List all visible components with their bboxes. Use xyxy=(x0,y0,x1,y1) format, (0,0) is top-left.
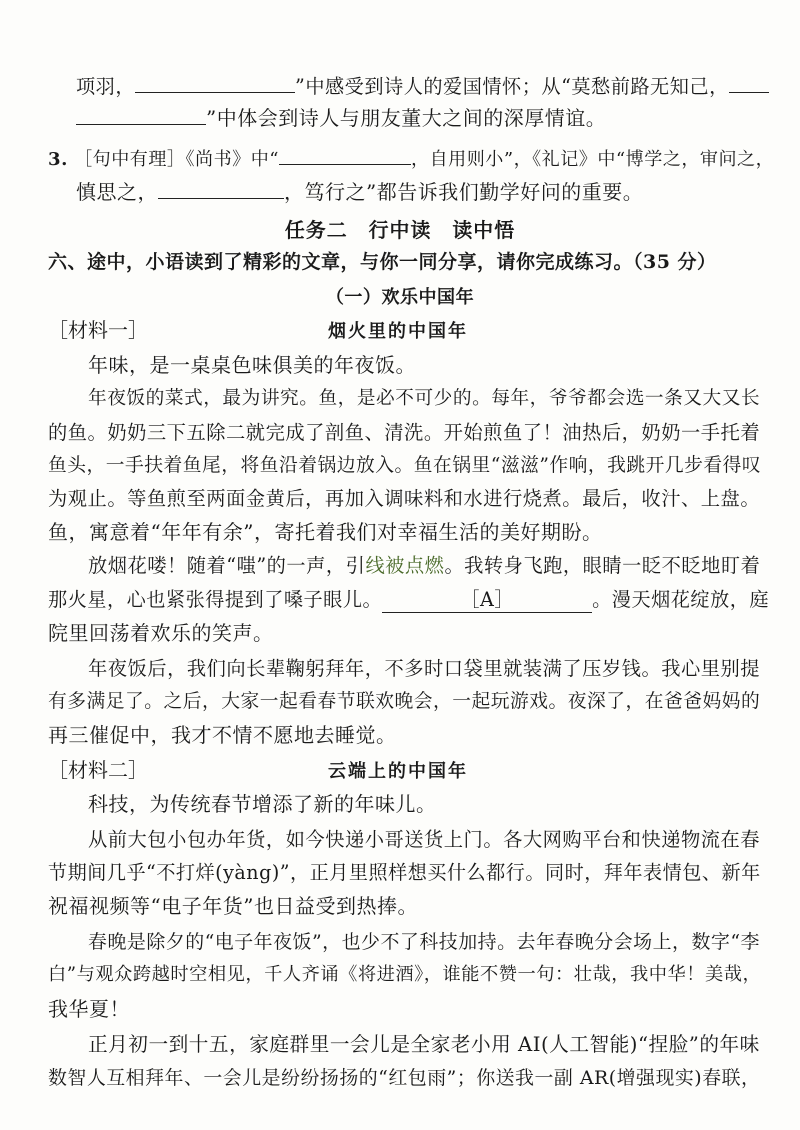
material-2-paragraph: 我华夏！ xyxy=(48,997,130,1021)
material-1-paragraph: 院里回荡着欢乐的笑声。 xyxy=(48,621,274,645)
poem-line-1: 项羽， ”中感受到诗人的爱国情怀；从“莫愁前路无知己， xyxy=(76,72,769,101)
material-2-paragraph: 春晚是除夕的“电子年夜饭”，也少不了科技加持。去年春晚分会场上，数字“李 xyxy=(88,931,760,953)
part-title: （一）欢乐中国年 xyxy=(325,287,475,308)
material-2-paragraph: 白”与观众跨越时空相见，千人齐诵《将进酒》，谁能不赞一句：壮哉，我中华！美哉， xyxy=(48,964,762,985)
material-2-tag: ［材料二］ xyxy=(48,758,148,782)
poem-line-2: ”中体会到诗人与朋友董大之间的深厚情谊。 xyxy=(76,104,606,132)
material-1-tag: ［材料一］ xyxy=(48,318,148,342)
material-1-paragraph: 年夜饭后，我们向长辈鞠躬拜年，不多时口袋里就装满了压岁钱。我心里别提 xyxy=(88,657,761,680)
material-2-paragraph: 从前大包小包办年货，如今快递小哥送货上门。各大网购平台和快递物流在春 xyxy=(88,828,761,851)
material-1-paragraph: 再三催促中，我才不情不愿地去睡觉。 xyxy=(48,723,397,747)
material-2-paragraph: 数智人互相拜年、一会儿是纷纷扬扬的“红包雨”；你送我一副 AR(增强现实)春联， xyxy=(48,1067,761,1089)
question-3-line-1: 3. ［句中有理］《尚书》中“ ，自用则小”，《礼记》中“博学之，审问之， xyxy=(48,144,774,174)
blank-input[interactable] xyxy=(279,144,411,165)
material-2-title: 云端上的中国年 xyxy=(328,761,468,782)
material-1-title: 烟火里的中国年 xyxy=(328,321,468,342)
material-1-paragraph: 鱼头，一手扶着鱼尾，将鱼沿着锅边放入。鱼在锅里“滋滋”作响，我跳开几步看得叹 xyxy=(48,455,762,476)
section-six-heading: 六、途中，小语读到了精彩的文章，与你一同分享，请你完成练习。（35 分） xyxy=(48,251,717,273)
material-1-paragraph: 的鱼。奶奶三下五除二就完成了剖鱼、清洗。开始煎鱼了！油热后，奶奶一手托着 xyxy=(48,421,761,444)
blank-input[interactable] xyxy=(729,72,769,93)
material-1-paragraph: 年夜饭的菜式，最为讲究。鱼，是必不可少的。每年，爷爷都会选一条又大又长 xyxy=(88,388,761,409)
material-1-paragraph: 年味，是一桌桌色味俱美的年夜饭。 xyxy=(88,353,416,377)
blank-input[interactable] xyxy=(158,178,284,199)
material-2-paragraph: 节期间几乎“不打烊(yàng)”，正月里照样想买什么都行。同时，拜年表情包、新年 xyxy=(48,861,761,884)
material-1-paragraph: 放烟花喽！随着“嗤”的一声，引线被点燃。我转身飞跑，眼睛一眨不眨地盯着 xyxy=(88,554,761,577)
question-3-line-2: 慎思之， ，笃行之”都告诉我们勤学好问的重要。 xyxy=(76,180,644,204)
material-2-paragraph: 祝福视频等“电子年货”也日益受到热捧。 xyxy=(48,894,418,918)
material-1-paragraph: 那火星，心也紧张得提到了嗓子眼儿。 ［A］ 。漫天烟花绽放，庭 xyxy=(48,588,770,611)
blank-a-input[interactable]: ［A］ xyxy=(382,588,592,613)
task-title: 任务二 行中读 读中悟 xyxy=(284,218,516,242)
material-1-paragraph: 鱼，寓意着“年年有余”，寄托着我们对幸福生活的美好期盼。 xyxy=(48,520,603,544)
material-1-paragraph: 有多满足了。之后，大家一起看春节联欢晚会，一起玩游戏。夜深了，在爸爸妈妈的 xyxy=(48,691,761,712)
blank-input[interactable] xyxy=(135,72,295,93)
material-2-paragraph: 正月初一到十五，家庭群里一会儿是全家老小用 AI(人工智能)“捏脸”的年味 xyxy=(88,1033,760,1056)
blank-input[interactable] xyxy=(76,104,206,125)
material-1-paragraph: 为观止。等鱼煎至两面金黄后，再加入调味料和水进行烧煮。最后，收汁、上盘。 xyxy=(48,487,761,510)
material-2-paragraph: 科技，为传统春节增添了新的年味儿。 xyxy=(88,792,437,816)
